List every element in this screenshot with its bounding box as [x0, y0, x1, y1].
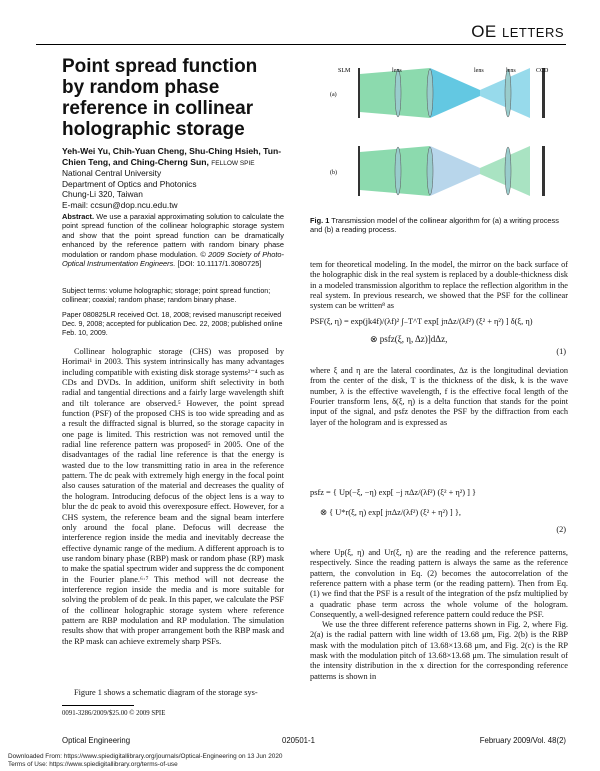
- figure-reference-paragraph: Figure 1 shows a schematic diagram of the storage sys-: [74, 688, 258, 697]
- panel-b-label: (b): [330, 170, 337, 176]
- equation-2-number: (2): [556, 525, 566, 534]
- panel-a-label: (a): [330, 92, 337, 98]
- journal-section-title: OE LETTERS: [471, 22, 564, 41]
- footer-page: 020501-1: [282, 736, 315, 745]
- footer-journal: Optical Engineering: [62, 736, 131, 745]
- paper-history: Paper 080825LR received Oct. 18, 2008; revised manuscript received Dec. 9, 2008; accepted for publication Dec. 22, 2008; published online Feb. 10, 2009.: [62, 311, 283, 337]
- label-lens-1: lens: [392, 68, 402, 74]
- footnote: 0091-3286/2009/$25.00 © 2009 SPIE: [62, 710, 166, 717]
- variable-definition-paragraph: where ξ and η are the lateral coordinates, Δz is the longitudinal deviation from the center of the disk, T is the thickness of the disk, k is the wave number, λ is the effective wavelength, f is the effective focal length of the Fourier transform lens, δ(ξ, η) is a delta function that stands for the point input of the signal, and psfz denotes the PSF by the diffraction from each layer of the hologram and is expressed as: [310, 366, 568, 427]
- figure-panel-a: [330, 68, 549, 118]
- label-lens-3: lens: [506, 68, 516, 74]
- equation-1-number: (1): [556, 347, 566, 356]
- subject-terms: Subject terms: volume holographic; storage; point spread function; collinear; coaxial; random phase; random binary phase.: [62, 287, 271, 304]
- label-slm: SLM: [338, 68, 351, 74]
- autocorrelation-paragraph: where Up(ξ, η) and Ur(ξ, η) are the reading and the reference patterns, respectively. Since the reading pattern is always the same as the reference pattern, the convolution in Eq. (2) becomes the autocorrelation of the reference pattern with a phase term (or the reading pattern). Then from Eq. (1) we find that the PSF is a result of the integration of the psfz multiplied by a quadratic phase term across the whole volume of the hologram. Consequently, a well-designed reference pattern could reduce the PSF.: [310, 548, 568, 620]
- equation-2: psfz = { Up(−ξ, −η) exp[ −j πΔz/(λf²) (ξ² + η²) ] } ⊗ { U*r(ξ, η) exp[ jπΔz/(λf²) (ξ² + η²) ] },: [310, 488, 477, 517]
- label-lens-2: lens: [474, 68, 484, 74]
- model-paragraph: tem for theoretical modeling. In the model, the mirror on the back surface of the holographic disk in the real system is replaced by a double-thickness disk in a modeled transmission algorithm to replace the reflection algorithm in the real system. In previous research, we showed that the PSF for the collinear system can be written⁸ as: [310, 260, 568, 311]
- affiliation: National Central University Department of Optics and Photonics Chung-Li 320, Taiwan E-mail: ccsun@dop.ncu.edu.tw: [62, 168, 282, 210]
- equation-1: PSF(ξ, η) = exp(jk4f)/(λf)² ∫₋T^T exp[ jπΔz/(λf²) (ξ² + η²) ] δ(ξ, η) ⊗ psfz(ξ, η, Δz)]dΔz,: [310, 317, 533, 344]
- footnote-rule: [62, 705, 134, 706]
- abstract: Abstract. We use a paraxial approximating solution to calculate the point spread function of the collinear holographic storage system and show that the point spread function can be dramatically enhanced by the reference pattern with random binary phase modulation or random phase modulation. © 2009 Society of Photo-Optical Instrumentation Engineers. [DOI: 10.1117/1.3080725]: [62, 212, 284, 269]
- header-rule: [36, 44, 566, 45]
- figure-caption: Fig. 1 Transmission model of the collinear algorithm for (a) a writing process and (b) a reading process.: [310, 216, 559, 235]
- author-list: Yeh-Wei Yu, Chih-Yuan Cheng, Shu-Ching Hsieh, Tun-Chien Teng, and Ching-Cherng Sun, FELLOW SPIE: [62, 146, 282, 167]
- download-notice[interactable]: Downloaded From: https://www.spiedigitallibrary.org/journals/Optical-Engineering on 13 Jun 2020: [8, 753, 283, 760]
- author-email[interactable]: E-mail: ccsun@dop.ncu.edu.tw: [62, 199, 178, 210]
- footer-date-volume: February 2009/Vol. 48(2): [479, 736, 566, 745]
- terms-of-use-link[interactable]: Terms of Use: https://www.spiedigitallibrary.org/terms-of-use: [8, 761, 178, 768]
- label-ccd: CCD: [536, 68, 549, 74]
- paper-title: Point spread function by random phase reference in collinear holographic storage: [62, 56, 258, 140]
- intro-paragraph: Collinear holographic storage (CHS) was proposed by Horimai¹ in 2003. This system intrinsically has many advantages including compatible with existing disk storage systems²⁻⁴ such as CDs and DVDs. In addition, uniform shift selectivity in both radial and tangential directions and a fairly large wavelength shift and tilt tolerance are observed.⁵ However, the point spread function (PSF) of the proposed CHS is too wide spreading and as a result the diffracted signal is blurred, so the storage capacity in one page is limited. This restriction was not removed until the radial line reference pattern was proposed⁵ in 2005. One of the disadvantages of the radial line reference is that the energy is wasted due to the low transmitting ratio in area in the reference pattern. The dc peak with extremely high energy in the focal point also causes saturation of the material and decreases the quality of the hologram. Introducing defocus of the object lens is a way to blur the dc peak to avoid this overexposure effect. However, for a CHS system, the reference beam and the signal beam interfere only around the focal plane. Defocus will decrease the interference region inside the media and inevitably decrease the effective dynamic range of the medium. A different approach is to use random binary phase (RBP) mask or random phase (RP) mask to make the spatial spectrum wider and suppress the dc component in the Fourier plane.⁶·⁷ This method will not decrease the interference region inside the media and is more suitable for solving the problem of dc peak. In this paper, we calculate the PSF of the collinear holographic storage system where reference pattern are RBP modulation and RP modulation. The simulation results show that with proper arrangement both the RBP mask and the RP mask can achieve extremely sharp PSFs.: [62, 347, 284, 646]
- reference-patterns-paragraph: We use the three different reference patterns shown in Fig. 2, where Fig. 2(a) is the radial pattern with line width of 13.68 μm, Fig. 2(b) is the RBP mask with the modulation pitch of 13.68×13.68 μm, and Fig. 2(c) is the RP mask with the modulation pitch of 13.68×13.68 μm. The simulation result of the intensity distribution in the x direction for the corresponding reference patterns is shown in: [310, 620, 568, 681]
- figure-panel-b: [330, 146, 545, 196]
- figure-1: [330, 60, 570, 210]
